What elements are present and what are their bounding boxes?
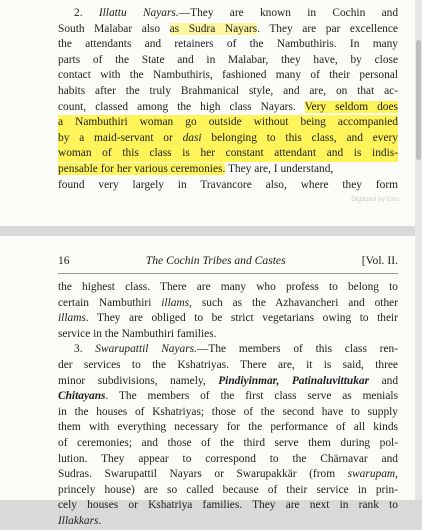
book-title: The Cochin Tribes and Castes — [145, 254, 286, 267]
text-line-highlighted: by a maid-servant or dasi belonging to this class, and every — [58, 131, 398, 147]
highlight: pensable for her various ceremonies. — [58, 162, 226, 175]
text-line: cely houses or Kshatriya families. They are next in rank to — [58, 499, 398, 512]
text-line: habits after the truly Brahmanical style, and are, on that ac- — [58, 84, 398, 97]
text-line: count, classed among the high class Nayars. Very seldom does — [58, 100, 398, 113]
text-line: princely house) are so called because of their service in prin- — [58, 483, 398, 496]
text-line: illams. They are obliged to be strict vegetarians owing to their — [58, 312, 398, 325]
text-line: Illakkars. — [58, 514, 102, 527]
text-line: 2. Illattu Nayars.—They are known in Cochin and — [74, 7, 399, 19]
text-line-highlighted: woman of this class is her constant attendant and is indis- — [58, 146, 398, 162]
text-line: lution. They appear to correspond to the Chärnavar and — [58, 452, 398, 465]
text-line: the highest class. There are many who profess to belong to — [58, 281, 398, 293]
text-line: der services to the Kshatriyas. There are, it is said, three — [58, 358, 398, 371]
text-line: minor subdivisions, namely, Pindiyinmar, Patinaluvittukar and — [58, 374, 399, 387]
text-line: pensable for her various ceremonies. They are, I understand, — [58, 162, 334, 175]
text-line-highlighted: a Nambuthiri woman go outside without being accompanied — [58, 115, 398, 131]
page-bottom — [0, 236, 415, 527]
text-line: Sudras. Swarupattil Nayars or Swarupakkär (from swarupam, — [58, 468, 398, 481]
page-gutter — [0, 226, 422, 236]
text-line: found very largely in Travancore also, where they form — [58, 178, 398, 191]
text-line: contact with the Nambuthiris, fashioned many of their personal — [58, 69, 398, 82]
text-line: the attendants and retainers of the Nambuthiris. In many — [58, 38, 398, 51]
running-head — [58, 254, 398, 267]
page-number: 16 — [58, 254, 70, 267]
text-line: them with everything necessary for the performance of all kinds — [58, 421, 398, 434]
highlight: Very seldom does — [304, 100, 398, 113]
text-line: in the houses of Kshatriyas; those of the second have to supply — [58, 405, 398, 418]
scrollbar[interactable] — [415, 0, 422, 500]
text-line: parts of the State and in Malabar, they have, by close — [58, 53, 398, 66]
watermark: Digitized by Goo — [351, 196, 399, 203]
highlight: as Sudra Nayars — [169, 22, 258, 35]
text-line: South Malabar also as Sudra Nayars. They are par excellence — [58, 22, 398, 35]
text-line: of ceremonies; and those of the third serve them during pol- — [58, 436, 398, 449]
header-rule — [58, 273, 398, 274]
page-top — [0, 0, 415, 226]
paragraph-swarupattil-nayars — [58, 280, 398, 530]
scrollbar-thumb[interactable] — [416, 40, 421, 160]
text-line: Chitayans. The members of the first class serve as menials — [58, 390, 398, 403]
text-line: certain Nambuthiri illams, such as the Azhavancheri and other — [58, 296, 398, 309]
paragraph-illattu-nayars — [58, 6, 398, 193]
text-line: service in the Nambuthiri families. — [58, 327, 217, 340]
volume-label: [Vol. II. — [361, 254, 398, 267]
text-line: 3. Swarupattil Nayars.—The members of this class ren- — [74, 343, 399, 356]
